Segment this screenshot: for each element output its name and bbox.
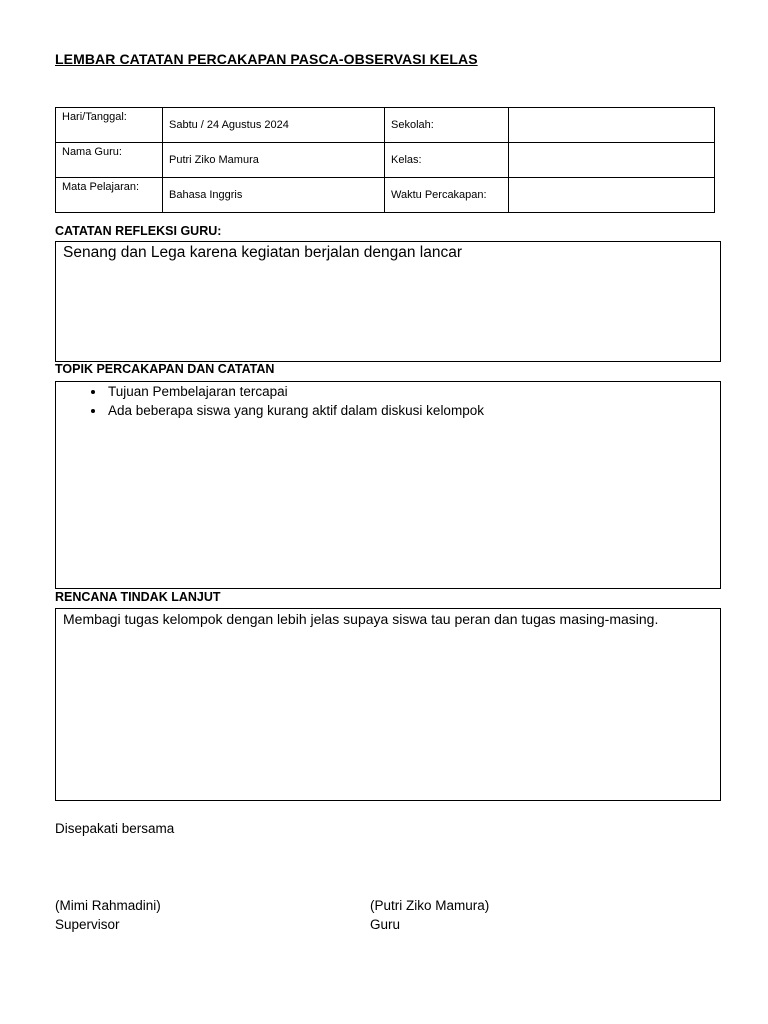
info-row-subject <box>56 178 715 213</box>
info-row-teacher <box>56 143 715 178</box>
info-table <box>55 107 715 213</box>
school-value <box>509 108 715 143</box>
subject-label: Mata Pelajaran: <box>56 178 163 213</box>
date-value: Sabtu / 24 Agustus 2024 <box>163 108 385 143</box>
followup-heading: RENCANA TINDAK LANJUT <box>55 590 221 604</box>
teacher-name: (Putri Ziko Mamura) <box>370 898 490 913</box>
teacher-label: Nama Guru: <box>56 143 163 178</box>
agreement-text: Disepakati bersama <box>55 821 175 836</box>
class-value <box>509 143 715 178</box>
conversation-time-label: Waktu Percakapan: <box>385 178 509 213</box>
list-item: • Ada beberapa siswa yang kurang aktif dalam diskusi kelompok <box>106 401 720 420</box>
list-item: • Tujuan Pembelajaran tercapai <box>106 382 720 401</box>
topics-heading: TOPIK PERCAKAPAN DAN CATATAN <box>55 362 275 376</box>
info-row-date <box>56 108 715 143</box>
supervisor-name: (Mimi Rahmadini) <box>55 898 161 913</box>
teacher-signature <box>370 896 489 934</box>
topics-box <box>55 381 721 589</box>
teacher-value: Putri Ziko Mamura <box>163 143 385 178</box>
reflection-heading: CATATAN REFLEKSI GURU: <box>55 224 222 238</box>
supervisor-role: Supervisor <box>55 917 120 932</box>
date-label: Hari/Tanggal: <box>56 108 163 143</box>
supervisor-signature <box>55 896 161 934</box>
topics-list <box>56 382 720 420</box>
followup-text: Membagi tugas kelompok dengan lebih jelas supaya siswa tau peran dan tugas masing-masing. <box>63 611 659 627</box>
subject-value: Bahasa Inggris <box>163 178 385 213</box>
reflection-text: Senang dan Lega karena kegiatan berjalan dengan lancar <box>63 244 463 261</box>
conversation-time-value <box>509 178 715 213</box>
class-label: Kelas: <box>385 143 509 178</box>
school-label: Sekolah: <box>385 108 509 143</box>
document-title: LEMBAR CATATAN PERCAKAPAN PASCA-OBSERVASI KELAS <box>55 51 478 67</box>
reflection-box <box>55 241 721 362</box>
followup-box <box>55 608 721 801</box>
teacher-role: Guru <box>370 917 401 932</box>
